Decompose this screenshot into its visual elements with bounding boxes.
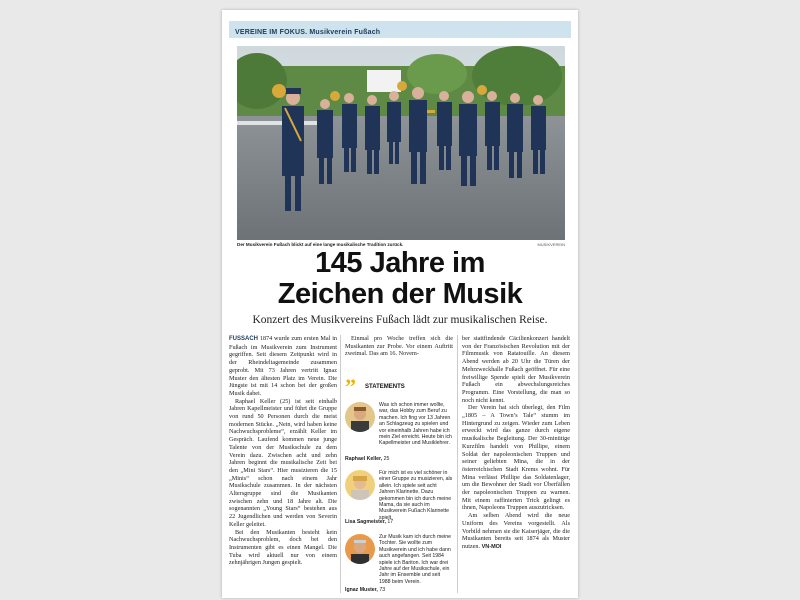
section-header (229, 21, 571, 38)
article-column-1 (229, 335, 337, 567)
marching-band-photo (237, 46, 565, 240)
paragraph: Einmal pro Woche treffen sich die Musikanten zur Probe. Vor einem Auftritt zweimal. Das am 16. Novem- (345, 335, 453, 358)
paragraph (229, 335, 337, 398)
portrait-ignaz (345, 534, 375, 564)
portrait-lisa (345, 470, 375, 500)
paragraph: Raphael Keller (25) ist seit einhalb Jahren Kapellmeister und führt die Gruppe von rund 50 Personen durch die meist modernen Stücke. „Nein, wird haben keine Nachwuchsprobleme“, erzählt Keller im Gespräch. Laufend kommen neue junge Talente von der Musikschule zu dem Verein dazu. Zwischen acht und zehn Jahren beginnt die musikalische Zeit bei den „Mini Stars“. Hier musizieren die 15 „Minis“ schon nach einem Jahr Musikschule zusammen. In der nächsten Altersgruppe sind die Musikanten zwischen zehn und 18 Jahre alt. Die sogenannten „Young Stars“ bestehen aus 22 Jugendlichen und werden von Severin Keller geleitet. (229, 397, 337, 528)
article-column-3 (462, 335, 570, 552)
paragraph: ber stattfindende Cäcilienkonzert handelt von der Französischen Revolution mit der Filmmusik von Ratatouille. An diesem Abend werden ab 20 Uhr die Türen der Mehrzweckhalle Fußach geöffnet. Für eine freiwillige Spende spielt der Musikverein Fußach ein abwechslungsreiches Programm. Eine Vorstellung, die man so noch nicht kennt. (462, 335, 570, 404)
paragraph-text: Am selben Abend wird die neue Uniform des Vereins vorgestellt. Als Vorbild nehmen sie die Kaiserjäger, die die Musikanten bereits seit 1874 als Muster nutzen. (462, 512, 570, 550)
statement-ignaz (345, 534, 453, 596)
statement-age: 17 (387, 519, 394, 525)
newspaper-page (222, 10, 578, 598)
statement-text: Für mich ist es viel schöner in einer Gruppe zu musizieren, als allein. Ich spiele seit acht Jahren Klarinette. Dazu gekommen bin ich durch meine Mama, da sie auch im Musikverein Fußach Klarinette spielt. (379, 470, 453, 521)
article-column-2 (345, 335, 453, 358)
paragraph (462, 512, 570, 552)
paragraph-text: 1874 wurde zum ersten Mal in Fußach im Musikverein zum Instrument gegriffen. Seit diesem Zeitpunkt wird in der Rheindeltagemeinde zusammen geprobt. Mit 73 Jahren vertritt Ignaz Muster den ältesten Platz im Verein. Die Jüngste ist mit 14 schon bei der großen Musik dabei. (229, 335, 338, 397)
headline-line-2: Zeichen der Musik (277, 278, 523, 310)
section-header-text: VEREINE IM FOKUS. Musikverein Fußach (235, 29, 381, 36)
statement-lisa (345, 470, 453, 530)
headline-line-1: 145 Jahre im (315, 247, 485, 279)
statement-name: Lisa Sagmeister, (345, 519, 386, 525)
headline (222, 248, 578, 310)
statement-name: Ignaz Muster, (345, 587, 378, 593)
statement-age: 25 (383, 456, 390, 462)
column-divider (457, 335, 458, 593)
statements-label: STATEMENTS (365, 384, 405, 390)
statement-text: Zur Musik kam ich durch meine Tochter. Sie wollte zum Musikverein und ich habe dann auch angefangen. Seit 1984 spiele ich Bariton. Ich war drei Jahre auf der Musikschule, ein Jahr im Ensemble und seit 1988 beim Verein. (379, 534, 452, 585)
statement-attribution (345, 519, 453, 525)
statement-raphael (345, 402, 453, 466)
quote-icon: ” (345, 374, 356, 399)
paragraph: Der Verein hat sich überlegt, den Film „1805 – A Town’s Tale“ stumm im Hintergrund zu zeigen. Wieder zum Leben erweckt wird das ganze durch eigene musikalische Begleitung. Der 30-minütige Kurzfilm handelt von Phillipe, einem Soldat der napoleonischen Truppen und seiner geliebten Mina, die in der österreichischen Stadt Krems wohnt. Für Mina verlässt Phillipe das Soldatenlager, um die Bewohner der Stadt vor Überfällen der napoleonischen Truppen zu warnen. Mit einem raffinierten Trick gelingt es ihnen, Napoleons Truppen auszutricksen. (462, 404, 570, 512)
statement-attribution (345, 456, 453, 462)
paragraph: Bei den Musikanten besteht kein Nachwuchsproblem, doch bei den Instrumenten gibt es einen Mangel. Die Tuba wird aktuell nur von einem zehnjährigen Jungen gespielt. (229, 528, 337, 567)
subheadline: Konzert des Musikvereins Fußach lädt zur musikalischen Reise. (252, 314, 548, 326)
statement-name: Raphael Keller, (345, 456, 383, 462)
author-signature: VN-MOI (481, 543, 502, 550)
photo-caption: Der Musikverein Fußach blickt auf eine lange musikalische Tradition zurück. (237, 242, 404, 247)
dateline: FUSSACH (229, 336, 259, 342)
statement-attribution (345, 587, 453, 593)
statements-header (345, 374, 453, 399)
statement-text: Was ich schon immer wollte, war, das Hobby zum Beruf zu machen. Ich fing vor 13 Jahren an Schlagzeug zu spielen und vor eineinhalb Jahren habe ich mein Ziel erreicht. Heute bin ich Kapellmeister und Musiklehrer. (379, 402, 452, 447)
statement-age: 73 (379, 587, 386, 593)
photo-credit: MUSIKVEREIN (537, 242, 565, 247)
column-divider (340, 335, 341, 593)
portrait-raphael (345, 402, 375, 432)
